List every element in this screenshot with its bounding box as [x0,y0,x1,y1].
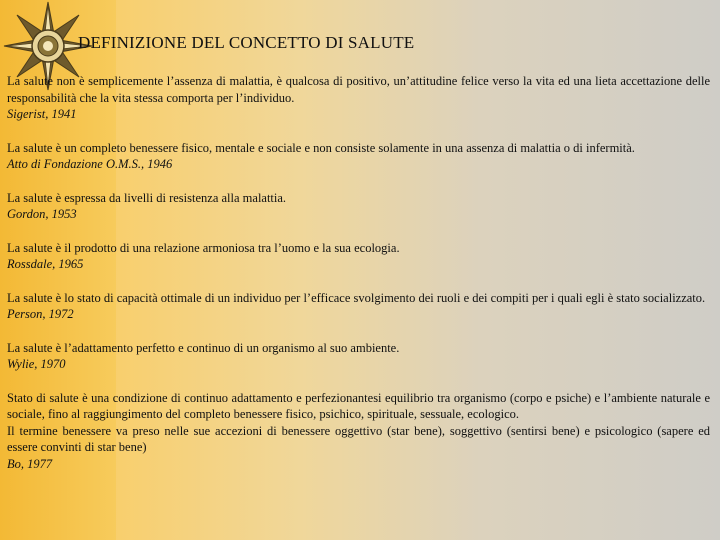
definition-author: Person, 1972 [7,307,74,321]
definition-author: Sigerist, 1941 [7,107,77,121]
definition-entry [7,240,710,273]
definition-text: La salute è l’adattamento perfetto e continuo di un organismo al suo ambiente. [7,340,400,355]
definition-text-continued: Il termine benessere va preso nelle sue accezioni di benessere oggettivo (star bene), soggettivo (sentirsi bene) e psicologico (sapere ed essere convinti di star bene) [7,423,710,454]
definition-entry [7,190,710,223]
definitions-list [7,73,710,489]
definition-entry [7,290,710,323]
definition-author: Atto di Fondazione O.M.S., 1946 [7,157,173,171]
definition-author: Wylie, 1970 [7,357,66,371]
definition-text: La salute è un completo benessere fisico, mentale e sociale e non consiste solamente in una assenza di malattia o di infermità. [7,140,635,155]
definition-author: Gordon, 1953 [7,207,77,221]
definition-entry [7,390,710,473]
definition-text: La salute è espressa da livelli di resistenza alla malattia. [7,190,287,205]
definition-author: Bo, 1977 [7,456,53,471]
slide-title: DEFINIZIONE DEL CONCETTO DI SALUTE [78,33,415,52]
definition-text: Stato di salute è una condizione di continuo adattamento e perfezionantesi equilibrio tra organismo (corpo e psiche) e l’ambiente naturale e sociale, fino al raggiungimento del completo benessere fisico, psichico, spirituale, sessuale, ecologico. [7,390,710,421]
definition-text: La salute è il prodotto di una relazione armoniosa tra l’uomo e la sua ecologia. [7,240,400,255]
definition-author: Rossdale, 1965 [7,257,84,271]
definition-text: La salute non è semplicemente l’assenza di malattia, è qualcosa di positivo, un’attitudine felice verso la vita ed una lieta accettazione delle responsabilità che la vita stessa comporta per l’individuo. [7,74,710,105]
definition-entry [7,140,710,173]
definition-text: La salute è lo stato di capacità ottimale di un individuo per l’efficace svolgimento dei ruoli e dei compiti per i quali egli è stato socializzato. [7,290,706,305]
definition-entry [7,73,710,123]
definition-entry [7,340,710,373]
